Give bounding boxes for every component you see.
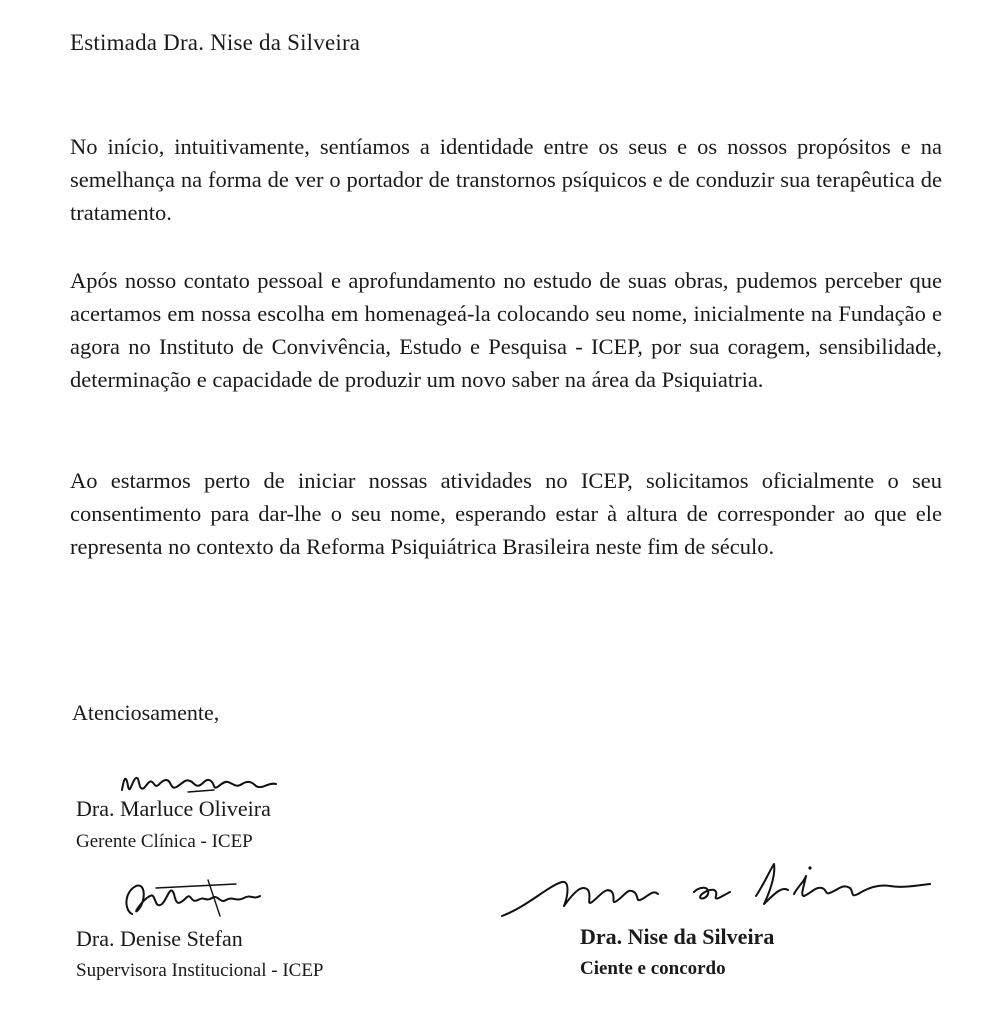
signatory-role: Supervisora Institucional - ICEP [76, 960, 324, 981]
paragraph-1: No início, intuitivamente, sentíamos a identidade entre os seus e os nossos propósitos e na semelhança na forma de ver o portador de transtornos psíquicos e de conduzir sua terapêutica de tratamento. [70, 134, 942, 225]
closing: Atenciosamente, [72, 700, 220, 725]
signatory-name: Dra. Denise Stefan [76, 926, 243, 951]
signatory-role: Gerente Clínica - ICEP [76, 831, 253, 852]
paragraph-2: Após nosso contato pessoal e aprofundamento no estudo de suas obras, pudemos perceber que acertamos em nossa escolha em homenageá-la colocando seu nome, inicialmente na Fundação e agora no Instituto de Convivência, Estudo e Pesquisa - ICEP, por sua coragem, sensibilidade, determinação e capacidade de produzir um novo saber na área da Psiquiatria. [70, 268, 942, 392]
signatory-name: Dra. Nise da Silveira [580, 924, 775, 949]
signatory-role: Ciente e concordo [580, 958, 726, 979]
paragraph-3: Ao estarmos perto de iniciar nossas atividades no ICEP, solicitamos oficialmente o seu consentimento para dar-lhe o seu nome, esperando estar à altura de corresponder ao que ele representa no contexto da Reforma Psiquiátrica Brasileira neste fim de século. [70, 468, 942, 559]
signatory-name: Dra. Marluce Oliveira [76, 796, 271, 821]
handwritten-signature-denise [116, 876, 266, 926]
handwritten-signature-nise [498, 856, 938, 926]
salutation: Estimada Dra. Nise da Silveira [70, 30, 361, 55]
